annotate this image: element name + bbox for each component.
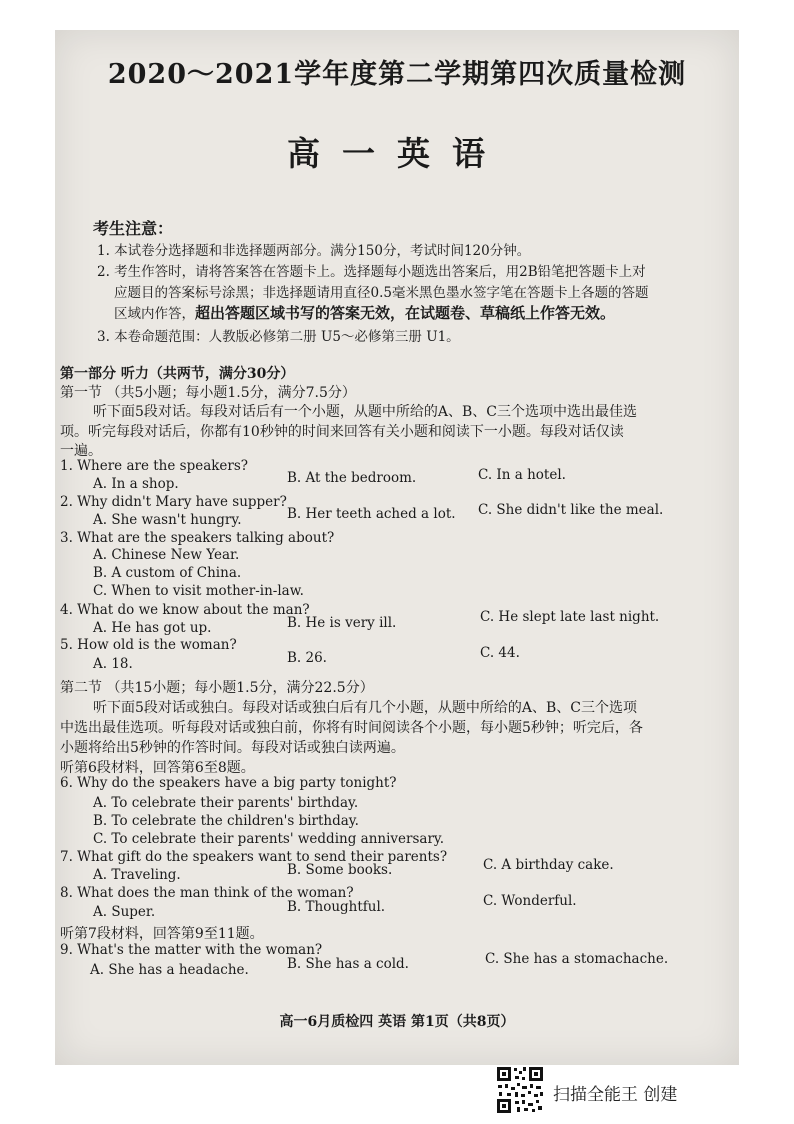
q6-option-a: A. To celebrate their parents' birthday.: [93, 795, 359, 811]
q8-option-b: B. Thoughtful.: [287, 899, 386, 915]
section2-instruction-2: 中选出最佳选项。听每段对话或独白前，你将有时间阅读各个小题，每小题5秒钟；听完后，各: [60, 720, 643, 736]
question-5: 5. How old is the woman?: [60, 637, 237, 653]
section2-instruction-1: 听下面5段对话或独白。每段对话或独白后有几个小题，从题中所给的A、B、C三个选项: [93, 700, 638, 716]
q1-option-b: B. At the bedroom.: [287, 470, 417, 486]
q9-option-a: A. She has a headache.: [90, 962, 249, 978]
q7-option-a: A. Traveling.: [93, 867, 181, 883]
q1-option-a: A. In a shop.: [93, 476, 179, 492]
material-7-header: 听第7段材料，回答第9至11题。: [60, 926, 264, 942]
notice-item-2-line-1: 2. 考生作答时，请将答案答在答题卡上。选择题每小题选出答案后，用2B铅笔把答题卡上对: [97, 264, 646, 280]
q1-option-c: C. In a hotel.: [478, 467, 566, 483]
q9-option-b: B. She has a cold.: [287, 956, 409, 972]
q5-option-c: C. 44.: [480, 645, 520, 661]
notice-item-2-line-3: [114, 302, 615, 323]
part1-title: 第一部分 听力（共两节，满分30分）: [60, 366, 295, 382]
q4-option-b: B. He is very ill.: [287, 615, 397, 631]
notice-title: 考生注意：: [93, 219, 174, 238]
section2-title: 第二节 （共15小题；每小题1.5分，满分22.5分）: [60, 680, 374, 696]
q3-option-c: C. When to visit mother-in-law.: [93, 583, 304, 599]
q4-option-a: A. He has got up.: [93, 620, 212, 636]
q2-option-a: A. She wasn't hungry.: [93, 512, 242, 528]
q6-option-b: B. To celebrate the children's birthday.: [93, 813, 359, 829]
q5-option-b: B. 26.: [287, 650, 327, 666]
notice-item-2-line-2: 应题目的答案标号涂黑；非选择题请用直径0.5毫米黑色墨水签字笔在答题卡上各题的答题: [114, 285, 649, 301]
material-6-header: 听第6段材料，回答第6至8题。: [60, 760, 255, 776]
notice-text: 区域内作答，: [114, 306, 195, 322]
q6-option-c: C. To celebrate their parents' wedding anniversary.: [93, 831, 445, 847]
page-footer: 高一6月质检四 英语 第1页（共8页）: [279, 1014, 515, 1030]
q9-option-c: C. She has a stomachache.: [485, 951, 669, 967]
notice-item-3: 3. 本卷命题范围：人教版必修第二册 U5～必修第三册 U1。: [97, 329, 460, 345]
scanner-brand-label: 扫描全能王 创建: [553, 1085, 678, 1105]
notice-item-1: 1. 本试卷分选择题和非选择题两部分。满分150分，考试时间120分钟。: [97, 243, 531, 259]
q7-option-c: C. A birthday cake.: [483, 857, 614, 873]
exam-title: 2020～2021学年度第二学期第四次质量检测: [107, 59, 687, 90]
question-4: 4. What do we know about the man?: [60, 602, 310, 618]
section2-instruction-3: 小题将给出5秒钟的作答时间。每段对话或独白读两遍。: [60, 740, 405, 756]
subject-title: 高一英语: [287, 134, 507, 173]
q2-option-b: B. Her teeth ached a lot.: [287, 506, 456, 522]
question-8: 8. What does the man think of the woman?: [60, 885, 354, 901]
q3-option-b: B. A custom of China.: [93, 565, 242, 581]
section1-instruction-2: 项。听完每段对话后，你都有10秒钟的时间来回答有关小题和阅读下一小题。每段对话仅读: [60, 424, 624, 440]
q8-option-a: A. Super.: [93, 904, 156, 920]
question-7: 7. What gift do the speakers want to send their parents?: [60, 849, 448, 865]
q3-option-a: A. Chinese New Year.: [93, 547, 240, 563]
qr-code-icon: [495, 1065, 545, 1115]
section1-instruction-3: 一遍。: [60, 443, 102, 459]
q8-option-c: C. Wonderful.: [483, 893, 577, 909]
question-2: 2. Why didn't Mary have supper?: [60, 494, 287, 510]
q4-option-c: C. He slept late last night.: [480, 609, 660, 625]
q7-option-b: B. Some books.: [287, 862, 393, 878]
section1-title: 第一节 （共5小题；每小题1.5分，满分7.5分）: [60, 385, 356, 401]
q5-option-a: A. 18.: [93, 656, 133, 672]
question-9: 9. What's the matter with the woman?: [60, 942, 323, 958]
question-6: 6. Why do the speakers have a big party tonight?: [60, 775, 397, 791]
section1-instruction-1: 听下面5段对话。每段对话后有一个小题，从题中所给的A、B、C三个选项中选出最佳选: [93, 404, 638, 420]
question-3: 3. What are the speakers talking about?: [60, 530, 335, 546]
notice-emphasis: 超出答题区域书写的答案无效，在试题卷、草稿纸上作答无效。: [195, 304, 616, 322]
q2-option-c: C. She didn't like the meal.: [478, 502, 664, 518]
question-1: 1. Where are the speakers?: [60, 458, 249, 474]
